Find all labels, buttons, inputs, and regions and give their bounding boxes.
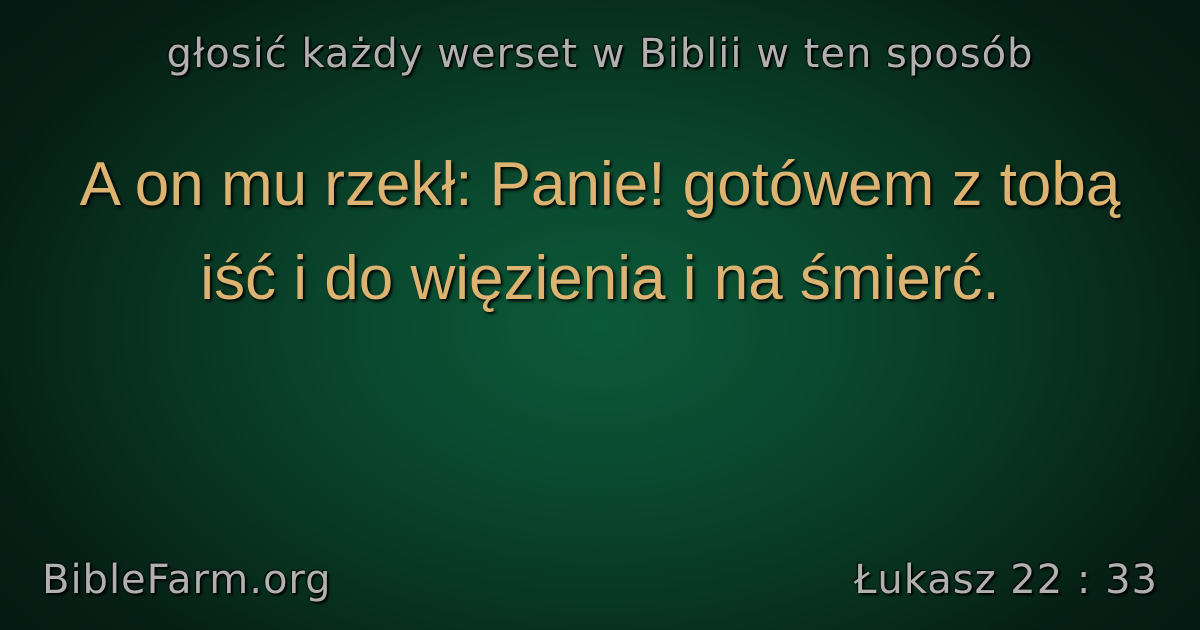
tagline: głosić każdy werset w Biblii w ten sposób [166,31,1034,77]
verse-reference: Łukasz 22 : 33 [853,557,1158,603]
verse-text: A on mu rzekł: Panie! gotówem z tobą iść i do więzienia i na śmierć. [79,150,1121,313]
site-name: BibleFarm.org [42,557,332,603]
